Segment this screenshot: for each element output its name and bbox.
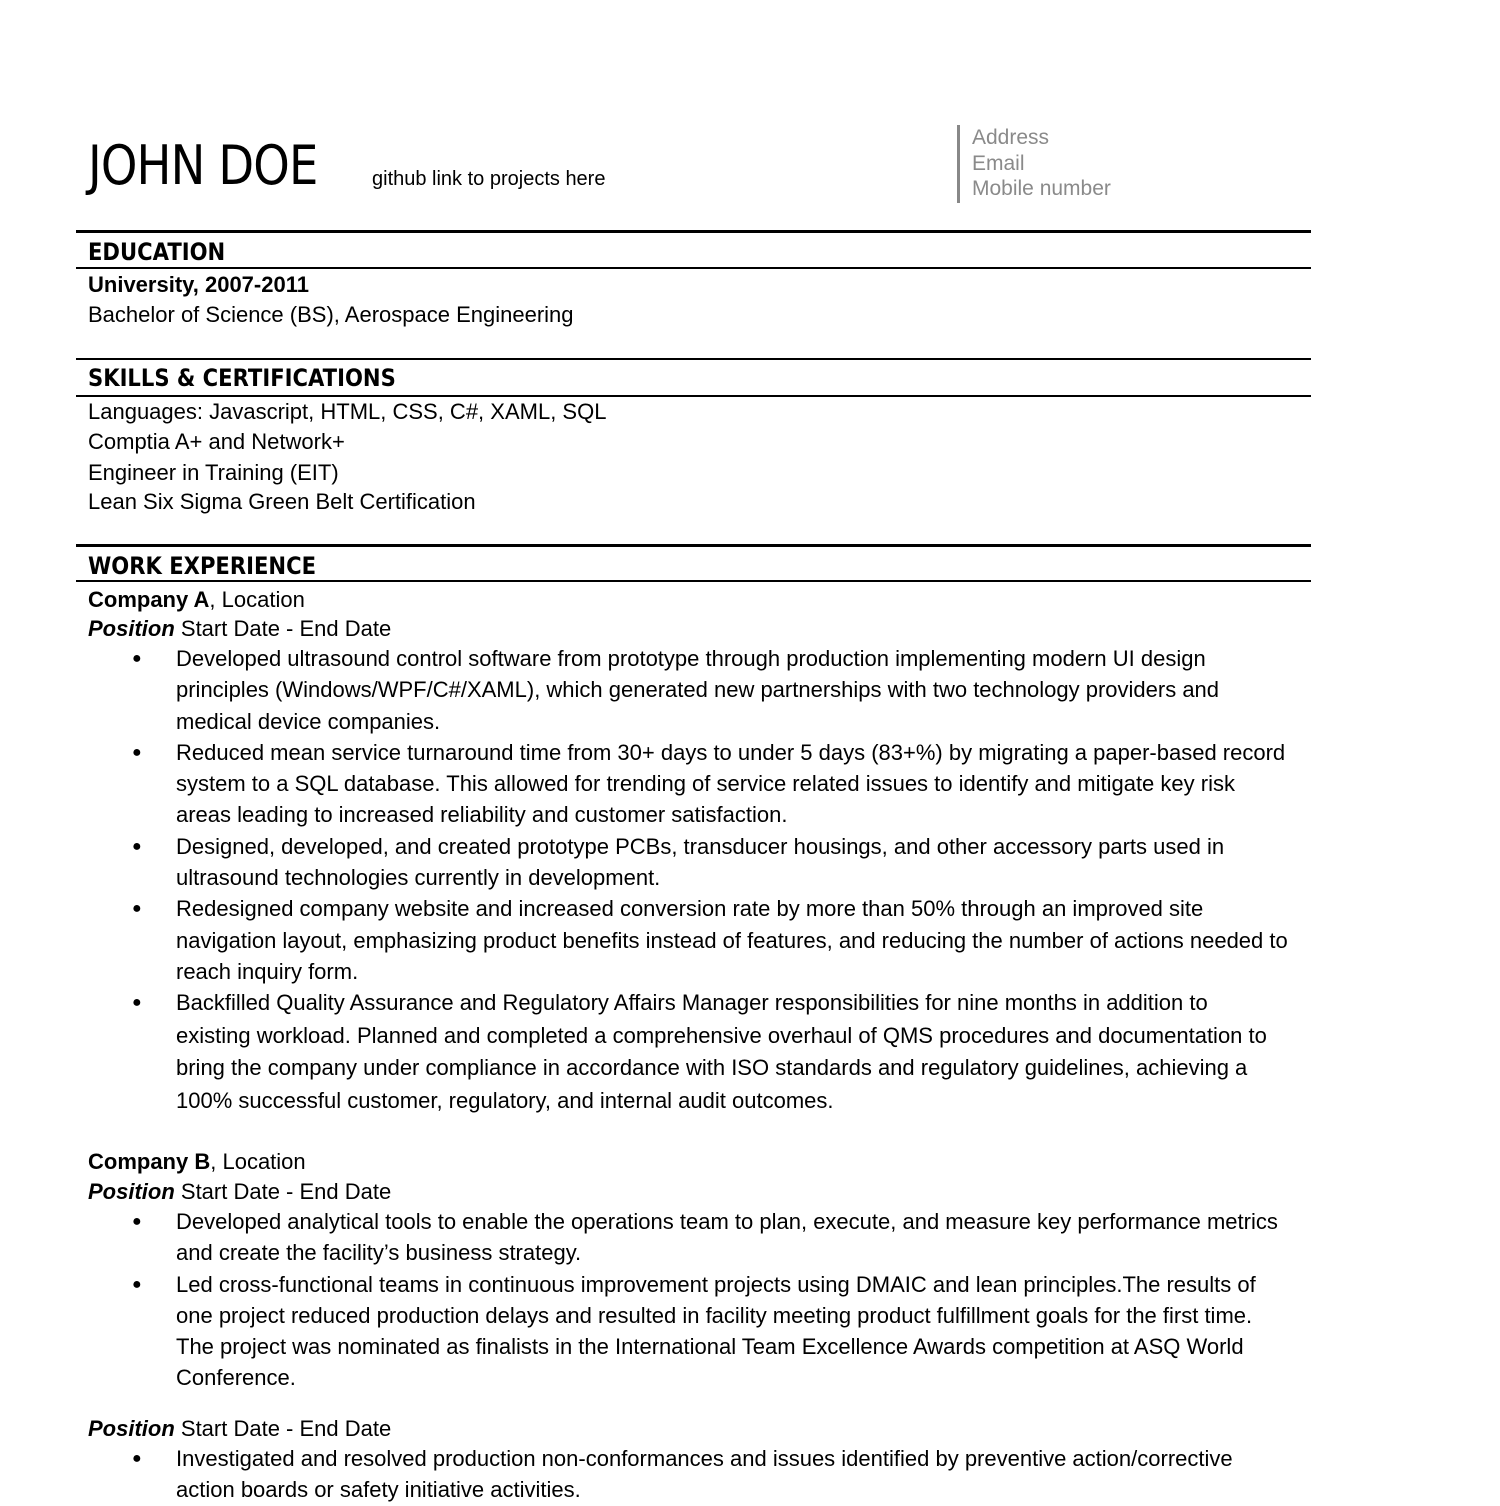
job-position-line <box>88 1414 391 1444</box>
education-heading: EDUCATION <box>88 238 226 266</box>
job-company-line <box>88 585 305 615</box>
contact-block <box>957 125 1111 203</box>
divider <box>76 358 1311 360</box>
bullet-text: Reduced mean service turnaround time from 30+ days to under 5 days (83+%) by migrating a paper-based record system to a SQL database. This allowed for trending of service related issues to identify and mitigate key risk areas leading to increased reliability and customer satisfaction. <box>176 739 1286 828</box>
position-title: Position <box>88 1416 175 1441</box>
skill-item: Languages: Javascript, HTML, CSS, C#, XAML, SQL <box>88 399 607 424</box>
education-school: University, 2007-2011 <box>88 272 309 297</box>
work-heading: WORK EXPERIENCE <box>88 552 317 580</box>
list-item <box>88 643 1288 737</box>
bullet-text: Backfilled Quality Assurance and Regulatory Affairs Manager responsibilities for nine months in addition to existing workload. Planned and completed a comprehensive overhaul of QMS procedures and documentation to bring the company under compliance in accordance with ISO standards and regulatory guidelines, achieving a 100% successful customer, regulatory, and internal audit outcomes. <box>176 990 1267 1113</box>
job-company-line <box>88 1147 306 1177</box>
education-degree: Bachelor of Science (BS), Aerospace Engineering <box>88 302 574 327</box>
position-dates: Start Date - End Date <box>174 616 392 641</box>
contact-email: Email <box>972 151 1025 175</box>
candidate-name: JOHN DOE <box>88 134 318 197</box>
list-item <box>88 1206 1288 1269</box>
job-b-bullets <box>88 1206 1288 1394</box>
skill-item: Lean Six Sigma Green Belt Certification <box>88 489 476 514</box>
company-location: , Location <box>210 1149 306 1174</box>
contact-address: Address <box>972 126 1050 149</box>
position-dates: Start Date - End Date <box>174 1179 392 1204</box>
bullet-text: Designed, developed, and created prototype PCBs, transducer housings, and other accessory parts used in ultrasound technologies currently in development. <box>176 833 1225 891</box>
divider <box>76 267 1311 269</box>
bullet-text: Redesigned company website and increased conversion rate by more than 50% through an improved site navigation layout, emphasizing product benefits instead of features, and reducing the number of actions needed to reach inquiry form. <box>176 896 1288 984</box>
position-title: Position <box>88 616 175 641</box>
job-position-line <box>88 614 391 644</box>
contact-mobile: Mobile number <box>972 177 1111 200</box>
list-item <box>88 831 1288 894</box>
company-name: Company B <box>88 1149 211 1174</box>
github-link[interactable]: github link to projects here <box>372 168 606 190</box>
job-b2-bullets <box>88 1443 1288 1506</box>
position-dates: Start Date - End Date <box>174 1416 392 1441</box>
divider <box>76 544 1311 547</box>
bullet-text: Developed analytical tools to enable the operations team to plan, execute, and measure key performance metrics and create the facility’s business strategy. <box>176 1209 1278 1266</box>
list-item <box>88 893 1288 987</box>
bullet-icon: ● <box>132 1450 142 1467</box>
bullet-icon: ● <box>132 650 142 667</box>
skills-heading: SKILLS & CERTIFICATIONS <box>88 364 396 392</box>
skill-item: Engineer in Training (EIT) <box>88 460 339 485</box>
bullet-icon: ● <box>132 837 142 855</box>
bullet-icon: ● <box>132 900 142 918</box>
bullet-icon: ● <box>132 1275 142 1293</box>
divider <box>76 230 1311 233</box>
company-name: Company A <box>88 587 210 612</box>
bullet-text: Led cross-functional teams in continuous improvement projects using DMAIC and lean principles.The results of one project reduced production delays and resulted in facility meeting product fulfillment goals for the first time. The project was nominated as finalists in the International Team Excellence Awards competition at ASQ World Conference. <box>176 1271 1256 1391</box>
divider <box>76 580 1311 582</box>
list-item <box>88 987 1288 1117</box>
list-item <box>88 1443 1288 1506</box>
list-item <box>88 1269 1288 1394</box>
job-a-bullets <box>88 643 1288 1117</box>
bullet-icon: ● <box>132 994 142 1012</box>
skill-item: Comptia A+ and Network+ <box>88 429 345 454</box>
list-item <box>88 737 1288 831</box>
bullet-text: Developed ultrasound control software from prototype through production implementing modern UI design principles (Windows/WPF/C#/XAML), which generated new partnerships with two technology providers and medical device companies. <box>176 646 1220 734</box>
bullet-icon: ● <box>132 743 142 761</box>
position-title: Position <box>88 1179 175 1204</box>
bullet-icon: ● <box>132 1213 142 1230</box>
bullet-text: Investigated and resolved production non-conformances and issues identified by preventive action/corrective action boards or safety initiative activities. <box>176 1446 1233 1503</box>
job-position-line <box>88 1177 391 1207</box>
company-location: , Location <box>209 587 305 612</box>
